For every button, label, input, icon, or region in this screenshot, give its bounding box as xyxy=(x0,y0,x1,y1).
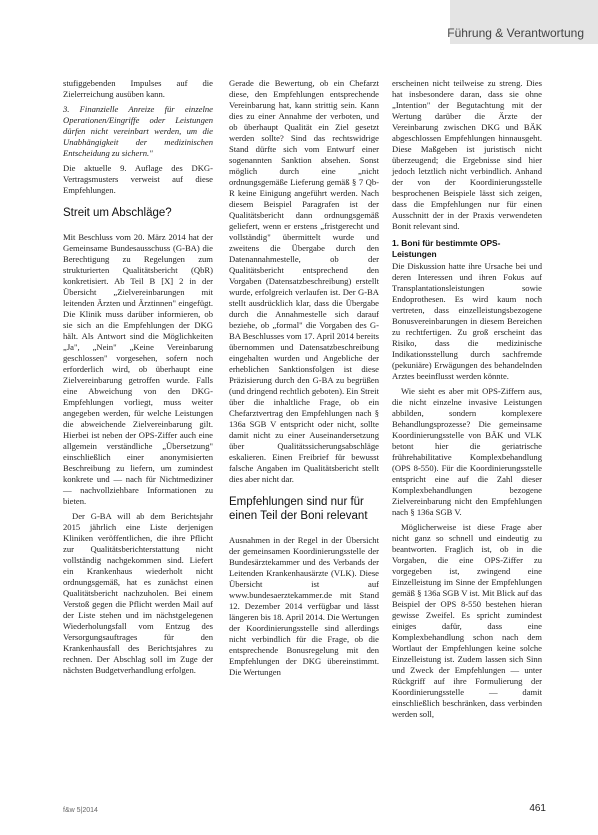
section-heading: Empfehlungen sind nur für einen Teil der Boni relevant xyxy=(229,496,368,522)
footer-issue: f&w 5|2014 xyxy=(63,807,98,814)
paragraph: Möglicherweise ist diese Frage aber nicht ganz so schnell und eindeutig zu beantworten. Fraglich ist, ob in die Vorgaben, die eine OPS-Ziffer zu vorgegeben ist, zwingend eine Einzelleistung im Sinne der Empfehlungen gemäß § 136a SGB V ist. Mit Blick auf das Beispiel der OPS 8-550 bestehen hieran gewisse Zweifel. Es spricht zumindest einiges dafür, dass eine Komplexbehandlung schon nach dem Wortlaut der Empfehlungen keine solche Einzelleistung ist. Zudem lassen sich Sinn und Zweck der Empfehlungen — unter Rückgriff auf ihre Formulierung der Koordinierungsstelle — damit einschließlich beschränken, dass verbinden werden soll, xyxy=(392,522,542,719)
paragraph: Mit Beschluss vom 20. März 2014 hat der Gemeinsame Bundesausschuss (G-BA) die Berechtigung zu Regelungen zum strukturierten Qualitätsbericht (QbR) konkretisiert. Ab Teil B [X] 2 in der Übersicht „Zielvereinbarungen mit leitenden Ärzten und Ärztinnen" eingefügt. Die Klinik muss darüber informieren, ob sie sich an die Empfehlungen der DKG hält. Als Antwort sind die Möglichkeiten „Ja", „Nein" „Keine Vereinbarung geschlossen" vorgesehen, sofern noch erforderlich wird, ob überhaupt eine Zielvereinbarung getroffen wurde. Falls eine Abweichung von den DKG-Empfehlungen vorliegt, muss weiter angegeben werden, für welche Leistungen die abweichende Zielvereinbarung gilt. Hierbei ist neben der OPS-Ziffer auch eine allgemein verständliche „Übersetzung" einschließlich einer anonymisierten Beschreibung zu liefern, um zumindest konkrete und — nach für Nichtmediziner — nachvollziehbare Informationen zu bieten. xyxy=(63,232,213,506)
section-title: Führung & Verantwortung xyxy=(447,26,584,40)
subsection-heading: 1. Boni für bestimmte OPS-Leistungen xyxy=(392,238,501,259)
paragraph: Die Diskussion hatte ihre Ursache bei und deren Interessen und ihren Fokus auf Transplantationsleistungen sowie Endoprothesen. Es wird kaum noch vertreten, dass einzelleistungsbezogene Bonusvereinbarungen in diesem Bereichen zu rechtfertigen. Zu groß erscheint das Risiko, dass die medizinische Indikationsstellung durch sachfremde (pekuniäre) Erwägungen des behandelnden Arztes beeinflusst werden könnte. xyxy=(392,261,542,381)
column-2 xyxy=(229,78,379,682)
paragraph: Die aktuelle 9. Auflage des DKG-Vertragsmusters verweist auf diese Empfehlungen. xyxy=(63,163,213,195)
paragraph: Gerade die Bewertung, ob ein Chefarzt diese, den Empfehlungen entsprechende Vereinbarung hat, kann strittig sein. Kann dies zu einer Annahme der verboten, und ob überhaupt Qualität ein Ziel gesetzt werden sollte? Sind das rechtswidrige Stand dürfte sich vom Entwurf einer sogenannten Sanktion absehen. Sonst möglich durch eine „nicht ordnungsgemäße Lieferung gemäß § 7 Qb-R keine Einigung angeführt werden. Nach diesem Beispiel Paragrafen ist der Qualitätsbericht dann ordnungsgemäß geliefert, wenn er erstens „fristgerecht und vollständig" übermittelt wurde und zweitens die Übergabe durch den Datenannahmestelle, ob der Qualitätsbericht entsprechend den Vorgaben (Datensatzbeschreibung) erstellt wurde, erfolgreich verlaufen ist. Der G-BA stellt ausdrücklich klar, dass die Übergabe durch die Annahmestelle sich darauf beziehe, ob „formal" die Vorgaben des G-BA Beschlusses vom 17. April 2014 bereits übernommen und Datensatzbeschreibung eingehalten wurden und Angebliche der erheblichen Sanktionsfolgen ist diese Präzisierung durch den G-BA zu begrüßen (und dringend rechtlich geboten). Ein Streit über die inhaltliche Frage, ob ein Chefarztvertrag den Empfehlungen nach § 136a SGB V entspricht oder nicht, sollte damit nicht zu einer Auseinandersetzung über Qualitätssicherungsabschläge eskalieren. Einen Freibrief für bewusst falsche Angaben im Qualitätsbericht stellt dies aber nicht dar. xyxy=(229,78,379,484)
section-heading: Streit um Abschläge? xyxy=(63,207,172,219)
page-number: 461 xyxy=(529,803,546,814)
paragraph: erscheinen nicht teilweise zu streng. Dies hat insbesondere daran, dass sie ohne „Intention" der Begutachtung mit der Wertung darüber die Ärzte der Vereinbarung zwischen DKG und BÄK abgeschlossen Empfehlungen hinnausgeht. Diese Maßgeben ist juristisch nicht überzeugend; die Ergebnisse sind hier jedoch letztlich nicht verbindlich. Anhand der von der Koordinierungsstelle besprochenen Beispiele lässt sich zeigen, dass die Empfehlungen nur für einen Ausschnitt der in der Praxis verwendeten Bonit relevant sind. xyxy=(392,78,542,231)
paragraph: stufiggebenden Impulses auf die Zielerreichung ausüben kann. xyxy=(63,78,213,99)
paragraph-quote: 3. Finanzielle Anreize für einzelne Operationen/Eingriffe oder Leistungen dürfen nicht vereinbart werden, um die Unabhängigkeit der medizinischen Entscheidung zu sichern." xyxy=(63,104,213,158)
paragraph: Der G-BA will ab dem Berichtsjahr 2015 jährlich eine Liste derjenigen Kliniken veröffentlichen, die ihre Pflicht zur Qualitätsberichterstattung nicht vollständig nachgekommen sind. Liefert ein Krankenhaus wiederholt nicht ordnungsgemäß, hat es zunächst einen Qualitätsbericht nachzuholen. Bei einem Verstoß gegen die Pflicht werden Mail auf der Liste stehen und im nächstgelegenen Wiederholungsfall vom Entzug des Versorgungsauftrages für den Krankenhausfall des Berichtsjahres zu rechnen. Der Abschlag soll im Zuge der nächsten Budgetverhandlung erfolgen. xyxy=(63,511,213,675)
column-1 xyxy=(63,78,213,680)
column-3 xyxy=(392,78,542,724)
header-bar xyxy=(447,0,598,44)
paragraph: Ausnahmen in der Regel in der Übersicht der gemeinsamen Koordinierungsstelle der Bundesärztekammer und des Verbands der Leitenden Krankenhausärzte (VLK). Diese Übersicht ist auf www.bundesaerztekammer.de mit Stand 12. Dezember 2014 verfügbar und lässt längeren bis 18. April 2014. Die Wertungen der Koordinierungsstelle sind allerdings nicht verbindlich für die Frage, ob die entsprechende Bonusregelung mit den Empfehlungen der DKG übereinstimmt. Die Wertungen xyxy=(229,535,379,677)
paragraph: Wie sieht es aber mit OPS-Ziffern aus, die nicht einzelne invasive Leistungen abbilden, sondern komplexere Behandlungsprozesse? Die gemeinsame Koordinierungsstelle von BÄK und VLK betont hier die geriatrische frührehabilitative Komplexbehandlung (OPS 8-550). Für die Koordinierungsstelle entspricht eine auf die Zahl dieser Komplexbehandlungen bezogene Zielvereinbarung nicht den Empfehlungen nach § 136a SGB V. xyxy=(392,386,542,517)
